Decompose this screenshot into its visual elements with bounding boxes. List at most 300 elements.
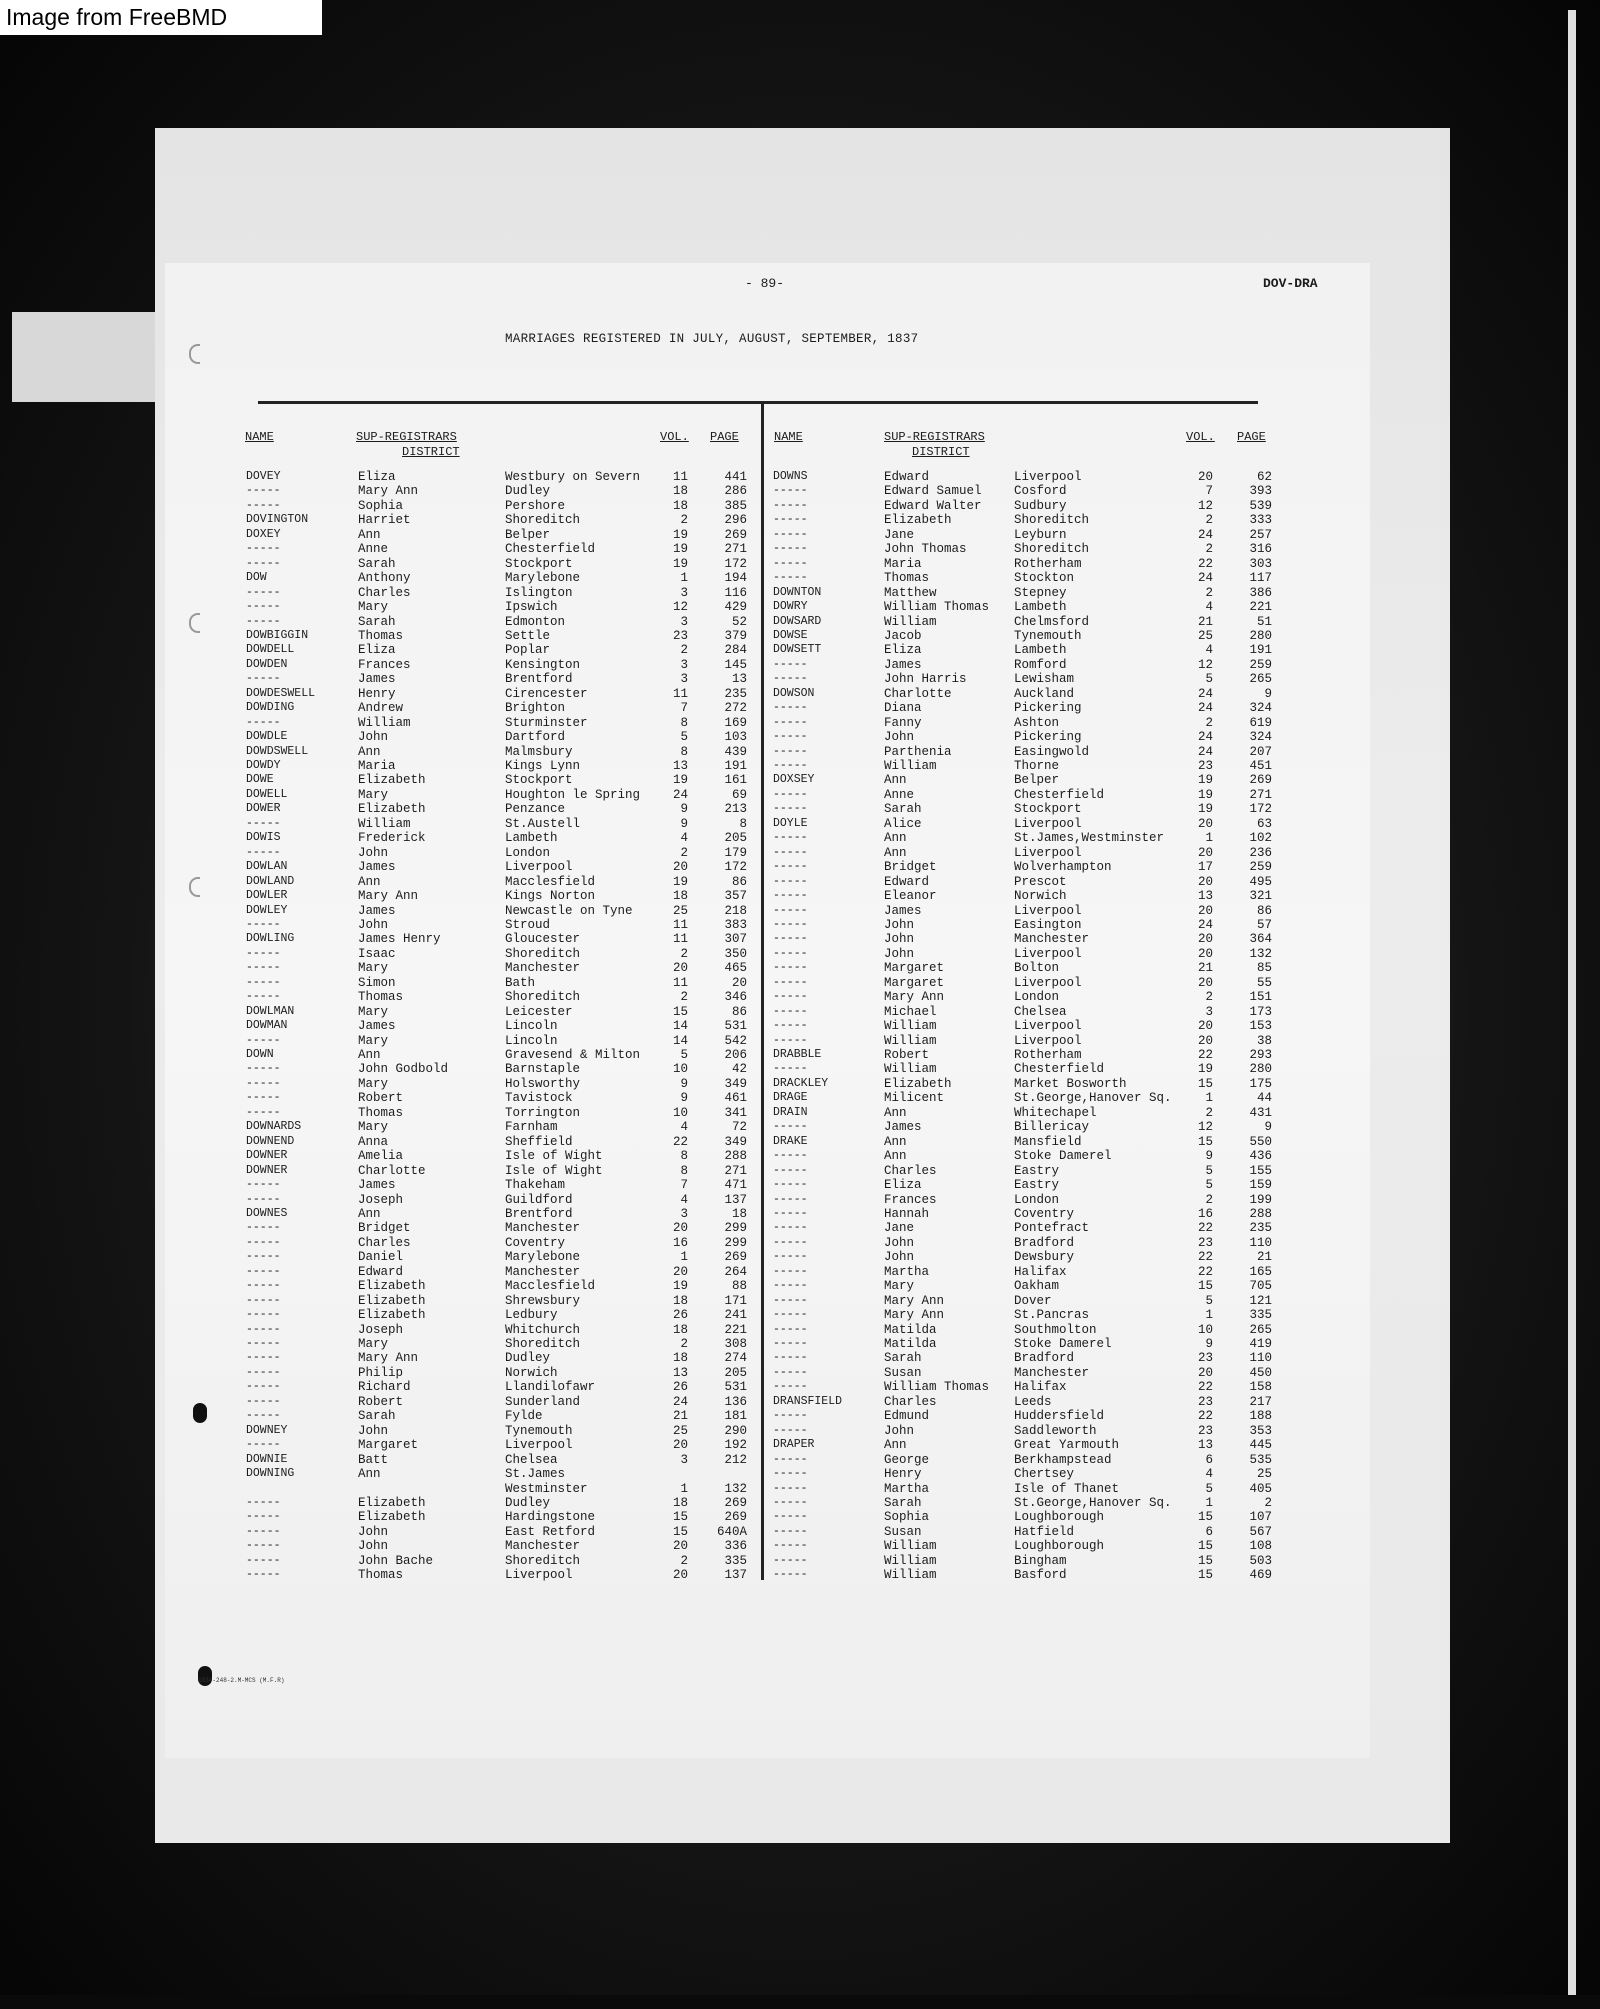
district-cell: Islington bbox=[505, 585, 573, 600]
page-cell: 2 bbox=[1264, 1495, 1272, 1510]
page-cell: 69 bbox=[731, 787, 747, 802]
vol-cell: 15 bbox=[1197, 1539, 1213, 1554]
forename-cell: Elizabeth bbox=[358, 1308, 426, 1323]
district-cell: Manchester bbox=[1014, 932, 1090, 947]
forename-cell: Mary bbox=[358, 961, 389, 976]
forename-cell: Elizabeth bbox=[358, 773, 426, 788]
district-cell: Stockport bbox=[1014, 802, 1082, 817]
district-cell: Manchester bbox=[505, 1264, 581, 1279]
vol-cell: 7 bbox=[1205, 484, 1213, 499]
forename-cell: Matilda bbox=[884, 1337, 937, 1351]
page-cell: 269 bbox=[1249, 773, 1272, 788]
district-cell: Liverpool bbox=[1014, 1033, 1082, 1048]
film-frame-strip bbox=[12, 312, 157, 402]
forename-cell: Ann bbox=[358, 1467, 381, 1482]
page-cell: 259 bbox=[1249, 657, 1272, 672]
surname-cell: ----- bbox=[773, 1322, 808, 1336]
page-cell: 308 bbox=[724, 1337, 747, 1351]
forename-cell: Bridget bbox=[358, 1221, 411, 1236]
header-district-line1: SUP-REGISTRARS bbox=[356, 430, 457, 444]
surname-cell: DOWNS bbox=[773, 470, 808, 483]
page-cell: 445 bbox=[1249, 1438, 1272, 1453]
surname-cell: DOWNTON bbox=[773, 585, 822, 599]
vol-cell: 7 bbox=[680, 701, 688, 716]
district-cell: Shrewsbury bbox=[505, 1293, 581, 1308]
forename-cell: John Harris bbox=[884, 672, 967, 687]
page-cell: 221 bbox=[1249, 600, 1272, 615]
page-cell: 640A bbox=[716, 1524, 747, 1539]
forename-cell: Thomas bbox=[358, 1105, 404, 1120]
page-cell: 349 bbox=[724, 1134, 747, 1149]
surname-cell: DOWN bbox=[246, 1048, 274, 1061]
surname-cell: ----- bbox=[773, 542, 808, 556]
page-cell: 110 bbox=[1249, 1351, 1272, 1366]
surname-cell: ----- bbox=[773, 672, 808, 686]
forename-cell: Thomas bbox=[358, 1568, 404, 1583]
punch-hole-icon bbox=[193, 1403, 207, 1423]
surname-cell: ----- bbox=[773, 1409, 808, 1423]
page-cell: 72 bbox=[731, 1120, 747, 1135]
vol-cell: 8 bbox=[680, 744, 688, 759]
page-cell: 235 bbox=[724, 686, 747, 701]
district-cell: Shoreditch bbox=[505, 990, 581, 1005]
forename-cell: Joseph bbox=[358, 1322, 404, 1337]
district-cell: Market Bosworth bbox=[1014, 1076, 1127, 1091]
page-cell: 116 bbox=[724, 585, 747, 600]
vol-cell: 19 bbox=[1197, 787, 1213, 802]
watermark-label: Image from FreeBMD bbox=[0, 0, 322, 35]
vol-cell: 22 bbox=[1197, 1409, 1213, 1424]
district-cell: Brentford bbox=[505, 1206, 573, 1221]
forename-cell: Martha bbox=[884, 1264, 930, 1279]
vol-cell: 11 bbox=[672, 470, 688, 484]
forename-cell: Matilda bbox=[884, 1322, 937, 1337]
forename-cell: William bbox=[884, 1019, 937, 1034]
district-cell: Berkhampstead bbox=[1014, 1452, 1112, 1467]
surname-cell: ----- bbox=[773, 1062, 808, 1076]
forename-cell: Anne bbox=[884, 787, 915, 802]
page-cell: 357 bbox=[724, 889, 747, 904]
forename-cell: Frances bbox=[884, 1192, 937, 1207]
header-district-line2: DISTRICT bbox=[912, 445, 970, 459]
district-cell: Ashton bbox=[1014, 715, 1060, 730]
vol-cell: 20 bbox=[672, 1568, 688, 1583]
forename-cell: William bbox=[884, 614, 937, 629]
surname-cell: ----- bbox=[246, 556, 281, 570]
surname-cell: ----- bbox=[773, 1380, 808, 1394]
district-cell: Barnstaple bbox=[505, 1062, 581, 1077]
vol-cell: 10 bbox=[672, 1105, 688, 1120]
surname-cell: DOW bbox=[246, 571, 267, 585]
vol-cell: 18 bbox=[672, 484, 688, 499]
forename-cell: William bbox=[884, 759, 937, 773]
district-cell: Ipswich bbox=[505, 600, 558, 615]
page-cell: 42 bbox=[731, 1062, 747, 1077]
district-cell: Isle of Thanet bbox=[1014, 1481, 1120, 1496]
vol-cell: 26 bbox=[672, 1308, 688, 1323]
page-cell: 206 bbox=[724, 1048, 747, 1062]
vol-cell: 9 bbox=[1205, 1337, 1213, 1351]
surname-cell: ----- bbox=[773, 498, 808, 512]
page-cell: 62 bbox=[1256, 470, 1272, 484]
vol-cell: 2 bbox=[680, 990, 688, 1005]
page-cell: 44 bbox=[1256, 1091, 1272, 1106]
forename-cell: Ann bbox=[358, 744, 381, 759]
forename-cell: Martha bbox=[884, 1481, 930, 1496]
surname-cell: DOWE bbox=[246, 773, 274, 787]
forename-cell: Eliza bbox=[884, 643, 922, 658]
district-cell: Auckland bbox=[1014, 686, 1075, 701]
forename-cell: Mary Ann bbox=[884, 990, 945, 1005]
surname-cell: ----- bbox=[246, 585, 281, 599]
district-cell: Easington bbox=[1014, 917, 1082, 932]
forename-cell: Mary Ann bbox=[884, 1293, 945, 1308]
forename-cell: Ann bbox=[358, 1048, 381, 1062]
vol-cell: 25 bbox=[672, 1423, 688, 1438]
page-cell: 271 bbox=[724, 542, 747, 557]
district-cell: Tynemouth bbox=[505, 1423, 573, 1438]
surname-cell: DOWDY bbox=[246, 759, 281, 772]
page-cell: 191 bbox=[724, 759, 747, 773]
forename-cell: Sarah bbox=[358, 614, 396, 629]
page-cell: 264 bbox=[724, 1264, 747, 1279]
district-cell: St.Austell bbox=[505, 816, 581, 831]
forename-cell: John bbox=[358, 845, 389, 860]
page-cell: 221 bbox=[724, 1322, 747, 1337]
vol-cell: 22 bbox=[672, 1134, 688, 1149]
page-cell: 107 bbox=[1249, 1510, 1272, 1525]
surname-cell: ----- bbox=[246, 1351, 281, 1365]
forename-cell: Edward Walter bbox=[884, 498, 982, 513]
vol-cell: 4 bbox=[680, 1192, 688, 1207]
forename-cell: Susan bbox=[884, 1365, 922, 1380]
vol-cell: 20 bbox=[1197, 975, 1213, 990]
district-cell: Sheffield bbox=[505, 1134, 573, 1149]
forename-cell: John bbox=[358, 917, 389, 932]
district-cell: Thorne bbox=[1014, 759, 1060, 773]
district-cell: Bolton bbox=[1014, 961, 1060, 976]
forename-cell: Ann bbox=[358, 527, 381, 542]
header-vol: VOL. bbox=[1186, 430, 1215, 444]
vol-cell: 20 bbox=[1197, 1033, 1213, 1048]
district-cell: Liverpool bbox=[505, 1568, 573, 1583]
page-cell: 265 bbox=[1249, 1322, 1272, 1337]
page-cell: 386 bbox=[1249, 585, 1272, 600]
surname-cell: ----- bbox=[773, 1351, 808, 1365]
surname-cell: ----- bbox=[246, 1524, 281, 1538]
vol-cell: 12 bbox=[1197, 1120, 1213, 1135]
page-cell: 495 bbox=[1249, 874, 1272, 889]
district-cell: Liverpool bbox=[505, 1438, 573, 1453]
surname-cell: ----- bbox=[246, 1293, 281, 1307]
forename-cell: Robert bbox=[358, 1091, 404, 1106]
forename-cell: Harriet bbox=[358, 513, 411, 528]
page-heading: MARRIAGES REGISTERED IN JULY, AUGUST, SEPTEMBER, 1837 bbox=[505, 332, 919, 346]
district-cell: Saddleworth bbox=[1014, 1423, 1097, 1438]
surname-cell: ----- bbox=[773, 527, 808, 541]
vol-cell: 19 bbox=[1197, 1062, 1213, 1077]
page-cell: 269 bbox=[724, 527, 747, 542]
forename-cell: Margaret bbox=[884, 975, 945, 990]
forename-cell: John bbox=[884, 1423, 915, 1438]
forename-cell: Eliza bbox=[358, 643, 396, 658]
surname-cell: ----- bbox=[246, 1264, 281, 1278]
surname-cell: DOWBIGGIN bbox=[246, 628, 309, 642]
forename-cell: Henry bbox=[358, 686, 396, 701]
district-cell: Liverpool bbox=[1014, 470, 1082, 484]
surname-cell: ----- bbox=[246, 917, 281, 931]
forename-cell: Mary Ann bbox=[884, 1308, 945, 1323]
district-cell: Pickering bbox=[1014, 730, 1082, 745]
forename-cell: William bbox=[884, 1033, 937, 1048]
page-cell: 299 bbox=[724, 1235, 747, 1250]
forename-cell: James bbox=[358, 1178, 396, 1193]
forename-cell: Eleanor bbox=[884, 889, 937, 904]
page-cell: 335 bbox=[724, 1553, 747, 1568]
vol-cell: 1 bbox=[1205, 1308, 1213, 1323]
surname-cell: DRAGE bbox=[773, 1091, 808, 1105]
surname-cell: ----- bbox=[246, 1062, 281, 1076]
page-cell: 385 bbox=[724, 498, 747, 513]
district-cell: Manchester bbox=[505, 961, 581, 976]
vol-cell: 16 bbox=[1197, 1206, 1213, 1221]
vol-cell: 22 bbox=[1197, 556, 1213, 571]
page-cell: 110 bbox=[1249, 1235, 1272, 1250]
district-cell: Liverpool bbox=[1014, 816, 1082, 831]
vol-cell: 11 bbox=[672, 932, 688, 947]
district-cell: Loughborough bbox=[1014, 1539, 1105, 1554]
vol-cell: 20 bbox=[672, 1221, 688, 1236]
vol-cell: 17 bbox=[1197, 860, 1213, 875]
forename-cell: Elizabeth bbox=[884, 513, 952, 528]
page-cell: 52 bbox=[731, 614, 747, 629]
district-cell: Kings Lynn bbox=[505, 759, 581, 773]
surname-cell: DRANSFIELD bbox=[773, 1394, 843, 1408]
vol-cell: 24 bbox=[1197, 917, 1213, 932]
page-cell: 9 bbox=[1264, 1120, 1272, 1135]
page-cell: 429 bbox=[724, 600, 747, 615]
vol-cell: 1 bbox=[680, 571, 688, 586]
surname-cell: ----- bbox=[773, 730, 808, 744]
vol-cell: 19 bbox=[672, 556, 688, 571]
district-cell: Bradford bbox=[1014, 1235, 1075, 1250]
vol-cell: 15 bbox=[672, 1510, 688, 1525]
page-cell: 145 bbox=[724, 657, 747, 672]
surname-cell: DOWLMAN bbox=[246, 1004, 295, 1018]
vol-cell: 16 bbox=[672, 1235, 688, 1250]
surname-cell: ----- bbox=[773, 1510, 808, 1524]
district-cell: Norwich bbox=[505, 1365, 558, 1380]
forename-cell: John bbox=[358, 1524, 389, 1539]
district-cell: Chesterfield bbox=[1014, 1062, 1105, 1077]
district-cell: Stoke Damerel bbox=[1014, 1149, 1112, 1164]
page-cell: 550 bbox=[1249, 1134, 1272, 1149]
vol-cell: 1 bbox=[680, 1250, 688, 1265]
page-cell: 55 bbox=[1256, 975, 1272, 990]
district-cell: Guildford bbox=[505, 1192, 573, 1207]
district-cell: Easingwold bbox=[1014, 744, 1090, 759]
vol-cell: 5 bbox=[680, 730, 688, 745]
forename-cell: Ann bbox=[884, 831, 907, 846]
surname-cell: DRABBLE bbox=[773, 1048, 822, 1061]
forename-cell: Ann bbox=[884, 1438, 907, 1453]
surname-cell: ----- bbox=[246, 1178, 281, 1192]
vol-cell: 15 bbox=[1197, 1134, 1213, 1149]
district-cell: Pershore bbox=[505, 498, 566, 513]
vol-cell: 21 bbox=[1197, 961, 1213, 976]
surname-cell: DOWNING bbox=[246, 1467, 295, 1481]
forename-cell: John bbox=[358, 730, 389, 745]
district-cell: Stepney bbox=[1014, 585, 1067, 600]
page-cell: 169 bbox=[724, 715, 747, 730]
forename-cell: Elizabeth bbox=[884, 1076, 952, 1091]
surname-cell: ----- bbox=[773, 1467, 808, 1481]
district-cell: Romford bbox=[1014, 657, 1067, 672]
district-cell: Wolverhampton bbox=[1014, 860, 1112, 875]
district-cell: Holsworthy bbox=[505, 1076, 581, 1091]
page-cell: 8 bbox=[739, 816, 747, 831]
surname-cell: ----- bbox=[773, 831, 808, 845]
page-cell: 471 bbox=[724, 1178, 747, 1193]
vol-cell: 12 bbox=[1197, 657, 1213, 672]
surname-cell: ----- bbox=[773, 513, 808, 527]
header-page: PAGE bbox=[710, 430, 739, 444]
district-cell: St.James bbox=[505, 1467, 566, 1482]
vol-cell: 5 bbox=[1205, 1163, 1213, 1178]
surname-cell: DOWNER bbox=[246, 1149, 288, 1163]
surname-cell: ----- bbox=[773, 917, 808, 931]
page-cell: 316 bbox=[1249, 542, 1272, 557]
page-cell: 117 bbox=[1249, 571, 1272, 586]
forename-cell: Susan bbox=[884, 1524, 922, 1539]
page-cell: 280 bbox=[1249, 1062, 1272, 1077]
district-cell: Tavistock bbox=[505, 1091, 573, 1106]
page-cell: 290 bbox=[724, 1423, 747, 1438]
forename-cell: Sophia bbox=[358, 498, 404, 513]
forename-cell: Jane bbox=[884, 527, 915, 542]
forename-cell: Frederick bbox=[358, 831, 426, 846]
vol-cell: 23 bbox=[1197, 1423, 1213, 1438]
surname-cell: DOWIS bbox=[246, 831, 281, 845]
page-cell: 199 bbox=[1249, 1192, 1272, 1207]
vol-cell: 20 bbox=[1197, 932, 1213, 947]
page-cell: 235 bbox=[1249, 1221, 1272, 1236]
surname-cell: DOWRY bbox=[773, 600, 808, 614]
page-cell: 63 bbox=[1256, 816, 1272, 831]
forename-cell: John bbox=[358, 1423, 389, 1438]
film-frame-edge bbox=[1568, 10, 1576, 2000]
vol-cell: 9 bbox=[680, 802, 688, 817]
district-cell: Sunderland bbox=[505, 1394, 581, 1409]
surname-cell: DOWLAN bbox=[246, 860, 288, 874]
vol-cell: 11 bbox=[672, 686, 688, 701]
page-cell: 383 bbox=[724, 917, 747, 932]
surname-cell: ----- bbox=[246, 1235, 281, 1249]
surname-cell: DOWLER bbox=[246, 889, 288, 903]
vol-cell: 21 bbox=[1197, 614, 1213, 629]
forename-cell: Mary bbox=[884, 1279, 915, 1294]
surname-cell: DOWDEN bbox=[246, 657, 288, 671]
surname-cell: ----- bbox=[246, 990, 281, 1004]
vol-cell: 2 bbox=[680, 1337, 688, 1351]
forename-cell: Ann bbox=[884, 1134, 907, 1149]
vol-cell: 4 bbox=[680, 831, 688, 846]
page-cell: 336 bbox=[724, 1539, 747, 1554]
forename-cell: James bbox=[358, 672, 396, 687]
forename-cell: Ann bbox=[884, 1105, 907, 1120]
district-cell: Billericay bbox=[1014, 1120, 1090, 1135]
district-cell: Thakeham bbox=[505, 1178, 566, 1193]
vol-cell: 20 bbox=[1197, 1365, 1213, 1380]
forename-cell: John bbox=[884, 1250, 915, 1265]
page-cell: 333 bbox=[1249, 513, 1272, 528]
surname-cell: ----- bbox=[773, 845, 808, 859]
forename-cell: John bbox=[884, 730, 915, 745]
vol-cell: 5 bbox=[1205, 1481, 1213, 1496]
forename-cell: Simon bbox=[358, 975, 396, 990]
district-cell: Sudbury bbox=[1014, 498, 1067, 513]
forename-cell: Hannah bbox=[884, 1206, 930, 1221]
vol-cell: 18 bbox=[672, 498, 688, 513]
district-cell: Dewsbury bbox=[1014, 1250, 1075, 1265]
page-cell: 21 bbox=[1256, 1250, 1272, 1265]
surname-cell: ----- bbox=[246, 614, 281, 628]
forename-cell: Charlotte bbox=[358, 1163, 426, 1178]
district-cell: Manchester bbox=[505, 1221, 581, 1236]
vol-cell: 21 bbox=[672, 1409, 688, 1424]
district-cell: Bingham bbox=[1014, 1553, 1067, 1568]
forename-cell: William bbox=[884, 1568, 937, 1583]
surname-cell: DOWNEY bbox=[246, 1423, 288, 1437]
district-cell: Coventry bbox=[505, 1235, 566, 1250]
header-district-line1: SUP-REGISTRARS bbox=[884, 430, 985, 444]
vol-cell: 19 bbox=[1197, 802, 1213, 817]
district-cell: Newcastle on Tyne bbox=[505, 903, 633, 918]
district-cell: Chelmsford bbox=[1014, 614, 1090, 629]
forename-cell: Thomas bbox=[358, 990, 404, 1005]
surname-cell: DOWDELL bbox=[246, 643, 295, 657]
district-cell: Liverpool bbox=[1014, 946, 1082, 961]
page-cell: 132 bbox=[724, 1481, 747, 1496]
district-cell: Lambeth bbox=[1014, 600, 1067, 615]
district-cell: London bbox=[1014, 1192, 1060, 1207]
vol-cell: 19 bbox=[672, 874, 688, 889]
district-cell: Halifax bbox=[1014, 1264, 1067, 1279]
forename-cell: Anna bbox=[358, 1134, 389, 1149]
vol-cell: 2 bbox=[1205, 542, 1213, 557]
page-cell: 85 bbox=[1256, 961, 1272, 976]
forename-cell: Mary bbox=[358, 787, 389, 802]
page-number: - 89- bbox=[745, 276, 785, 291]
header-page: PAGE bbox=[1237, 430, 1266, 444]
surname-cell: DOWNARDS bbox=[246, 1120, 302, 1134]
forename-cell: Bridget bbox=[884, 860, 937, 875]
surname-cell: ----- bbox=[246, 1438, 281, 1452]
page-cell: 303 bbox=[1249, 556, 1272, 571]
page-cell: 151 bbox=[1249, 990, 1272, 1005]
vol-cell: 23 bbox=[1197, 1351, 1213, 1366]
surname-cell: DOWMAN bbox=[246, 1019, 288, 1033]
district-cell: Stockport bbox=[505, 556, 573, 571]
surname-cell: ----- bbox=[246, 1192, 281, 1206]
district-cell: Brighton bbox=[505, 701, 566, 716]
district-cell: Loughborough bbox=[1014, 1510, 1105, 1525]
header-name: NAME bbox=[774, 430, 803, 444]
page-cell: 194 bbox=[724, 571, 747, 586]
forename-cell: Elizabeth bbox=[358, 802, 426, 817]
district-cell: Penzance bbox=[505, 802, 566, 817]
surname-cell: ----- bbox=[773, 961, 808, 975]
